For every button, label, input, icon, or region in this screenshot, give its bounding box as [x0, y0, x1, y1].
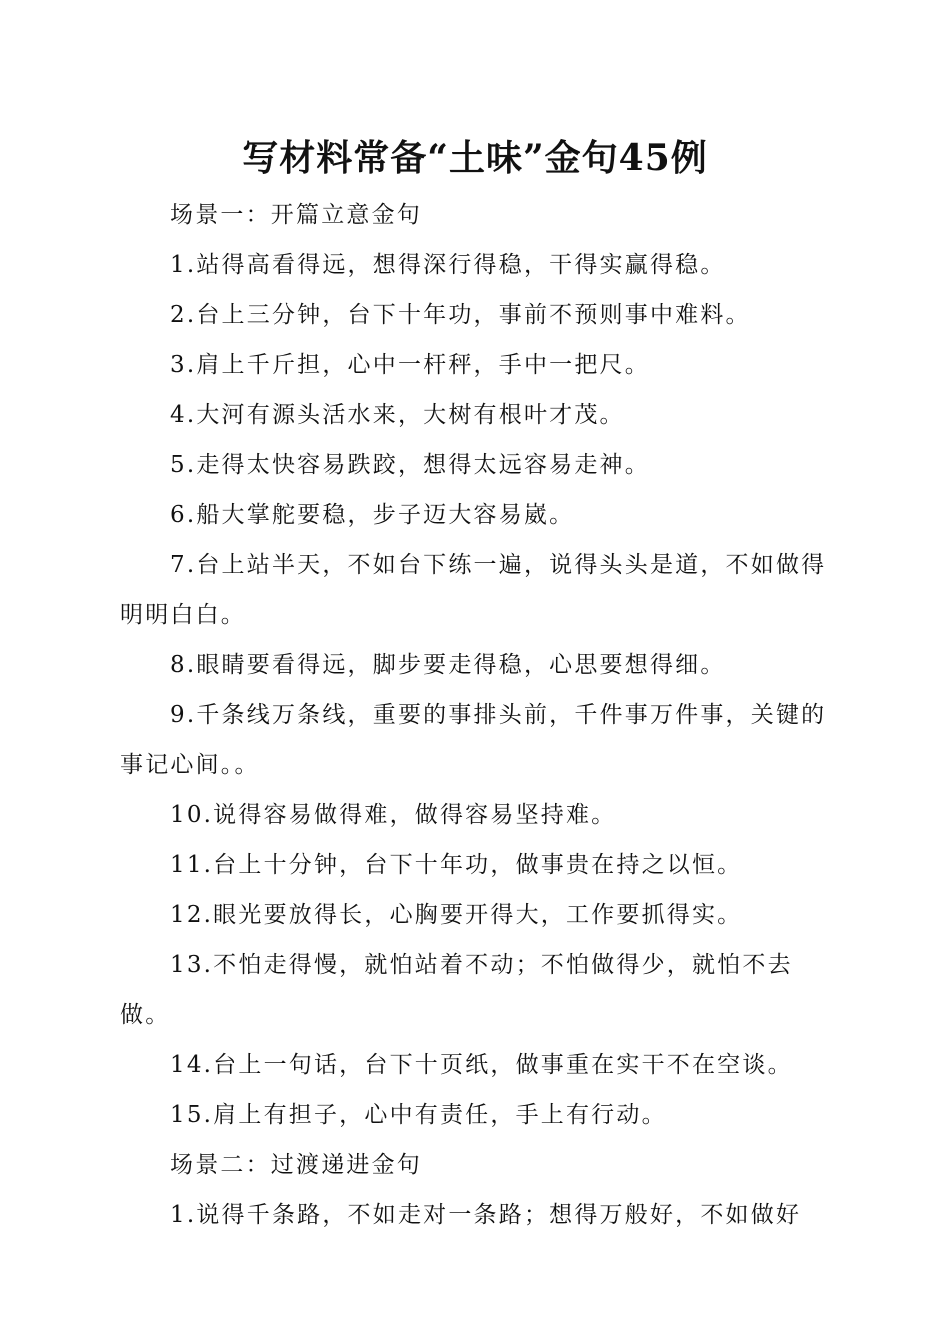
- list-item: 15.肩上有担子，心中有责任，手上有行动。: [170, 1102, 667, 1128]
- list-item: 6.船大掌舵要稳，步子迈大容易崴。: [170, 502, 575, 528]
- list-item: 4.大河有源头活水来，大树有根叶才茂。: [170, 402, 625, 428]
- list-item: 1.说得千条路，不如走对一条路；想得万般好，不如做好: [170, 1202, 802, 1228]
- list-item: 10.说得容易做得难，做得容易坚持难。: [170, 802, 617, 828]
- list-item: 5.走得太快容易跌跤，想得太远容易走神。: [170, 452, 650, 478]
- list-item: 2.台上三分钟，台下十年功，事前不预则事中难料。: [170, 302, 751, 328]
- list-item: 1.站得高看得远，想得深行得稳，干得实赢得稳。: [170, 252, 726, 278]
- list-item: 9.千条线万条线，重要的事排头前，千件事万件事，关键的事记心间。。: [120, 702, 827, 778]
- document-body: [120, 190, 836, 1240]
- list-item: 14.台上一句话，台下十页纸，做事重在实干不在空谈。: [170, 1052, 793, 1078]
- list-item: 8.眼睛要看得远，脚步要走得稳，心思要想得细。: [170, 652, 726, 678]
- section-heading: 场景二：过渡递进金句: [170, 1152, 422, 1178]
- list-item: 12.眼光要放得长，心胸要开得大，工作要抓得实。: [170, 902, 743, 928]
- section-heading: 场景一：开篇立意金句: [170, 202, 422, 228]
- list-item: 11.台上十分钟，台下十年功，做事贵在持之以恒。: [170, 852, 743, 878]
- document-title: 写材料常备“土味”金句45例: [242, 137, 708, 179]
- list-item: 3.肩上千斤担，心中一杆秤，手中一把尺。: [170, 352, 650, 378]
- list-item: 7.台上站半天，不如台下练一遍，说得头头是道，不如做得明明白白。: [120, 552, 827, 628]
- list-item: 13.不怕走得慢，就怕站着不动；不怕做得少，就怕不去做。: [120, 952, 793, 1028]
